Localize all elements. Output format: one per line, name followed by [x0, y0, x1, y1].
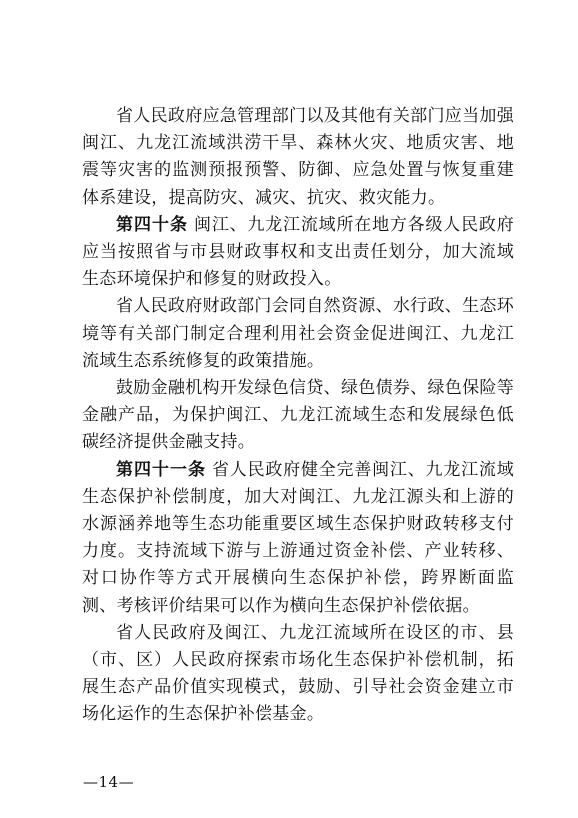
paragraph-text: 闽江、九龙江流域所在地方各级人民政府应当按照省与市县财政事权和支出责任划分，加大流域生态环境保护和修复的财政投入。 — [82, 214, 515, 290]
paragraph-text: 省人民政府健全完善闽江、九龙江流域生态保护补偿制度，加大对闽江、九龙江源头和上游的水源涵养地等生态功能重要区域生态保护财政转移支付力度。支持流域下游与上游通过资金补偿、产业转移、对口协作等方式开展横向生态保护补偿，跨界断面监测、考核评价结果可以作为横向生态保护补偿依据。 — [82, 459, 515, 616]
page-number: —14— — [83, 773, 135, 791]
paragraph — [82, 375, 514, 457]
paragraph — [82, 457, 514, 620]
paragraph — [82, 103, 514, 212]
paragraph-text: 鼓励金融机构开发绿色信贷、绿色债券、绿色保险等金融产品，为保护闽江、九龙江流域生态和发展绿色低碳经济提供金融支持。 — [82, 378, 514, 453]
paragraph-text: 省人民政府财政部门会同自然资源、水行政、生态环境等有关部门制定合理利用社会资金促进闽江、九龙江流域生态系统修复的政策措施。 — [82, 296, 514, 371]
paragraph — [82, 293, 514, 375]
paragraph-text: 省人民政府应急管理部门以及其他有关部门应当加强闽江、九龙江流域洪涝干旱、森林火灾、地质灾害、地震等灾害的监测预报预警、防御、应急处置与恢复重建体系建设，提高防灾、减灾、抗灾、救灾能力。 — [82, 106, 514, 208]
article-title: 第四十一条 — [116, 459, 206, 480]
document-body — [82, 103, 514, 729]
article-title: 第四十条 — [116, 214, 189, 235]
paragraph-text: 省人民政府及闽江、九龙江流域所在设区的市、县（市、区）人民政府探索市场化生态保护补偿机制，拓展生态产品价值实现模式，鼓励、引导社会资金建立市场化运作的生态保护补偿基金。 — [82, 622, 514, 725]
paragraph — [82, 212, 514, 294]
paragraph — [82, 620, 514, 729]
